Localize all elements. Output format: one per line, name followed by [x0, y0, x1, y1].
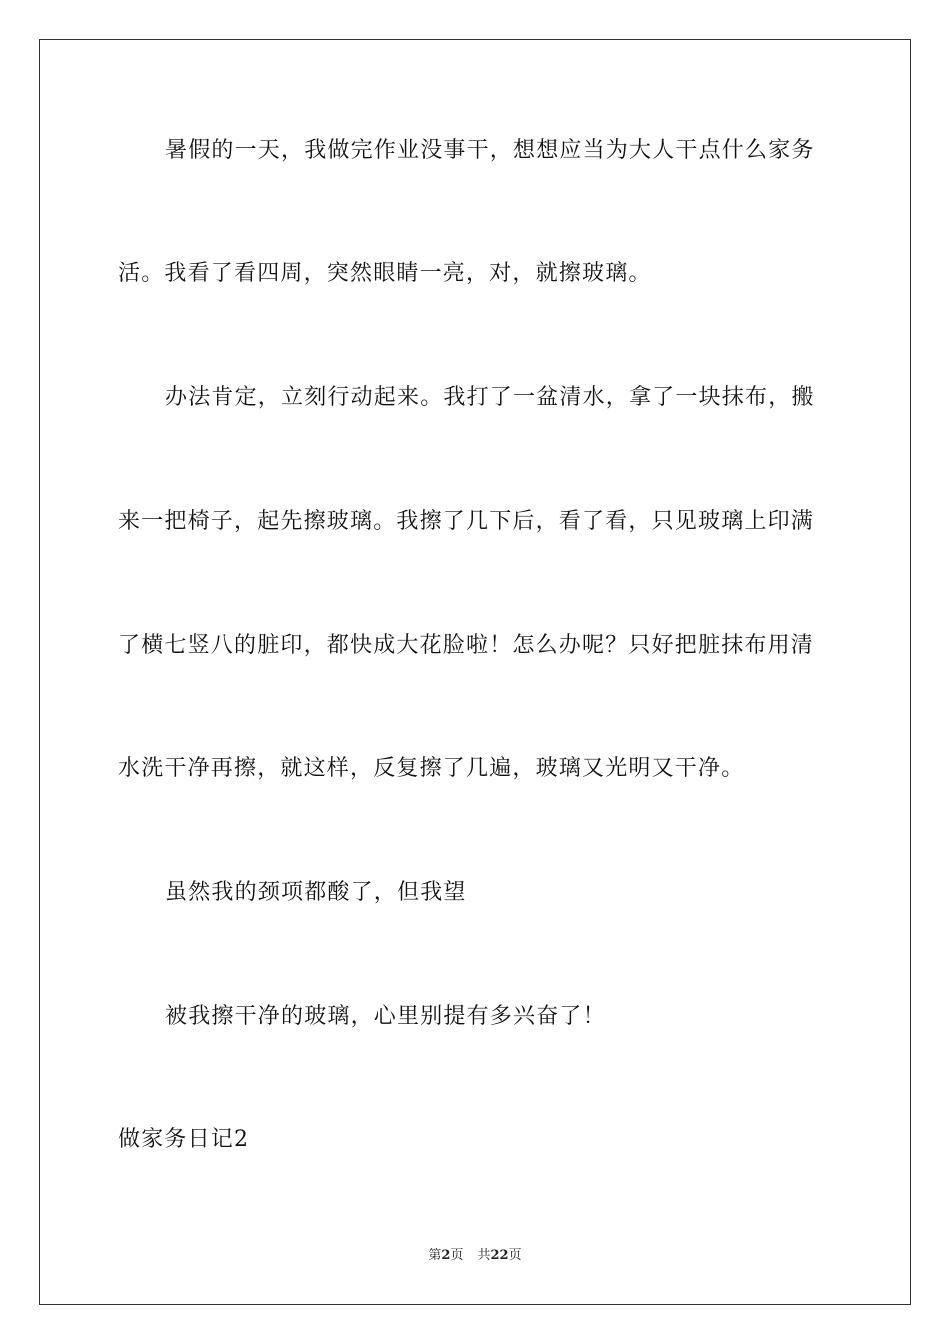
- page-border: [39, 39, 911, 1305]
- total-prefix: 共: [477, 1248, 491, 1263]
- page-suffix: 页: [450, 1248, 464, 1263]
- section-heading: 做家务日记2: [118, 1127, 250, 1152]
- page-prefix: 第: [428, 1248, 442, 1263]
- paragraph-3-line-1: 虽然我的颈项都酸了，但我望: [165, 880, 467, 905]
- paragraph-1-line-2: 活。我看了看四周，突然眼睛一亮，对，就擦玻璃。: [118, 261, 652, 286]
- page-current: 2: [441, 1248, 451, 1263]
- paragraph-2-line-3: 了横七竖八的脏印，都快成大花脸啦！怎么办呢？只好把脏抹布用清: [118, 633, 815, 658]
- page-total: 22: [490, 1248, 509, 1263]
- paragraph-1-line-1: 暑假的一天，我做完作业没事干，想想应当为大人干点什么家务: [165, 138, 815, 163]
- paragraph-2-line-2: 来一把椅子，起先擦玻璃。我擦了几下后，看了看，只见玻璃上印满: [118, 509, 815, 534]
- paragraph-2-line-1: 办法肯定，立刻行动起来。我打了一盆清水，拿了一块抹布，搬: [165, 385, 815, 410]
- total-suffix: 页: [508, 1248, 522, 1263]
- page-footer: [0, 1247, 950, 1265]
- paragraph-4-line-1: 被我擦干净的玻璃，心里别提有多兴奋了！: [165, 1004, 606, 1029]
- paragraph-2-line-4: 水洗干净再擦，就这样，反复擦了几遍，玻璃又光明又干净。: [118, 756, 745, 781]
